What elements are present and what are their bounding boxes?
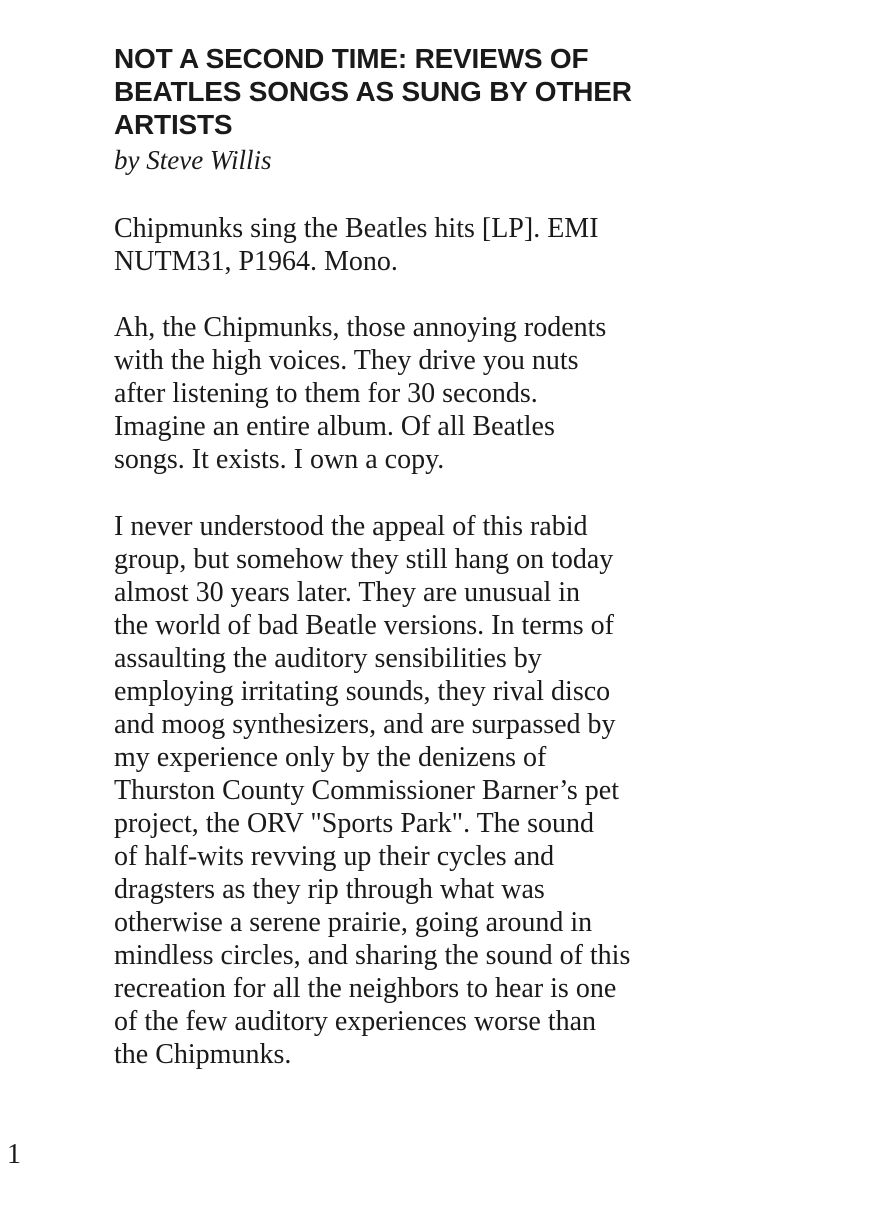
paragraph-line: group, but somehow they still hang on today <box>114 544 614 575</box>
paragraph-line: the Chipmunks. <box>114 1039 292 1070</box>
paragraph-2 <box>114 510 814 1071</box>
paragraph-line: mindless circles, and sharing the sound of this <box>114 940 631 971</box>
paragraph-line: recreation for all the neighbors to hear is one <box>114 973 617 1004</box>
title-line: BEATLES SONGS AS SUNG BY OTHER <box>114 76 632 107</box>
citation-line: NUTM31, P1964. Mono. <box>114 246 398 277</box>
paragraph-line: almost 30 years later. They are unusual in <box>114 577 581 608</box>
paragraph-line: employing irritating sounds, they rival disco <box>114 676 611 707</box>
paragraph-1 <box>114 311 814 476</box>
paragraph-line: Imagine an entire album. Of all Beatles <box>114 411 555 442</box>
paragraph-line: I never understood the appeal of this rabid <box>114 511 588 542</box>
paragraph-line: of half-wits revving up their cycles and <box>114 841 555 872</box>
paragraph-line: Ah, the Chipmunks, those annoying rodents <box>114 312 607 343</box>
paragraph-line: otherwise a serene prairie, going around in <box>114 907 593 938</box>
page-number: 1 <box>7 1139 21 1170</box>
paragraph-line: after listening to them for 30 seconds. <box>114 378 538 409</box>
paragraph-line: the world of bad Beatle versions. In terms of <box>114 610 614 641</box>
title-line: ARTISTS <box>114 109 233 140</box>
paragraph-line: project, the ORV "Sports Park". The sound <box>114 808 594 839</box>
paragraph-line: songs. It exists. I own a copy. <box>114 444 445 475</box>
title-line: NOT A SECOND TIME: REVIEWS OF <box>114 43 589 74</box>
article-title <box>114 42 754 141</box>
album-citation <box>114 212 814 278</box>
paragraph-line: Thurston County Commissioner Barner’s pet <box>114 775 619 806</box>
paragraph-line: of the few auditory experiences worse than <box>114 1006 597 1037</box>
citation-line: Chipmunks sing the Beatles hits [LP]. EMI <box>114 213 599 244</box>
paragraph-line: and moog synthesizers, and are surpassed by <box>114 709 616 740</box>
paragraph-line: my experience only by the denizens of <box>114 742 547 773</box>
paragraph-line: with the high voices. They drive you nuts <box>114 345 579 376</box>
paragraph-line: assaulting the auditory sensibilities by <box>114 643 542 674</box>
paragraph-line: dragsters as they rip through what was <box>114 874 545 905</box>
article-byline: by Steve Willis <box>114 145 272 175</box>
